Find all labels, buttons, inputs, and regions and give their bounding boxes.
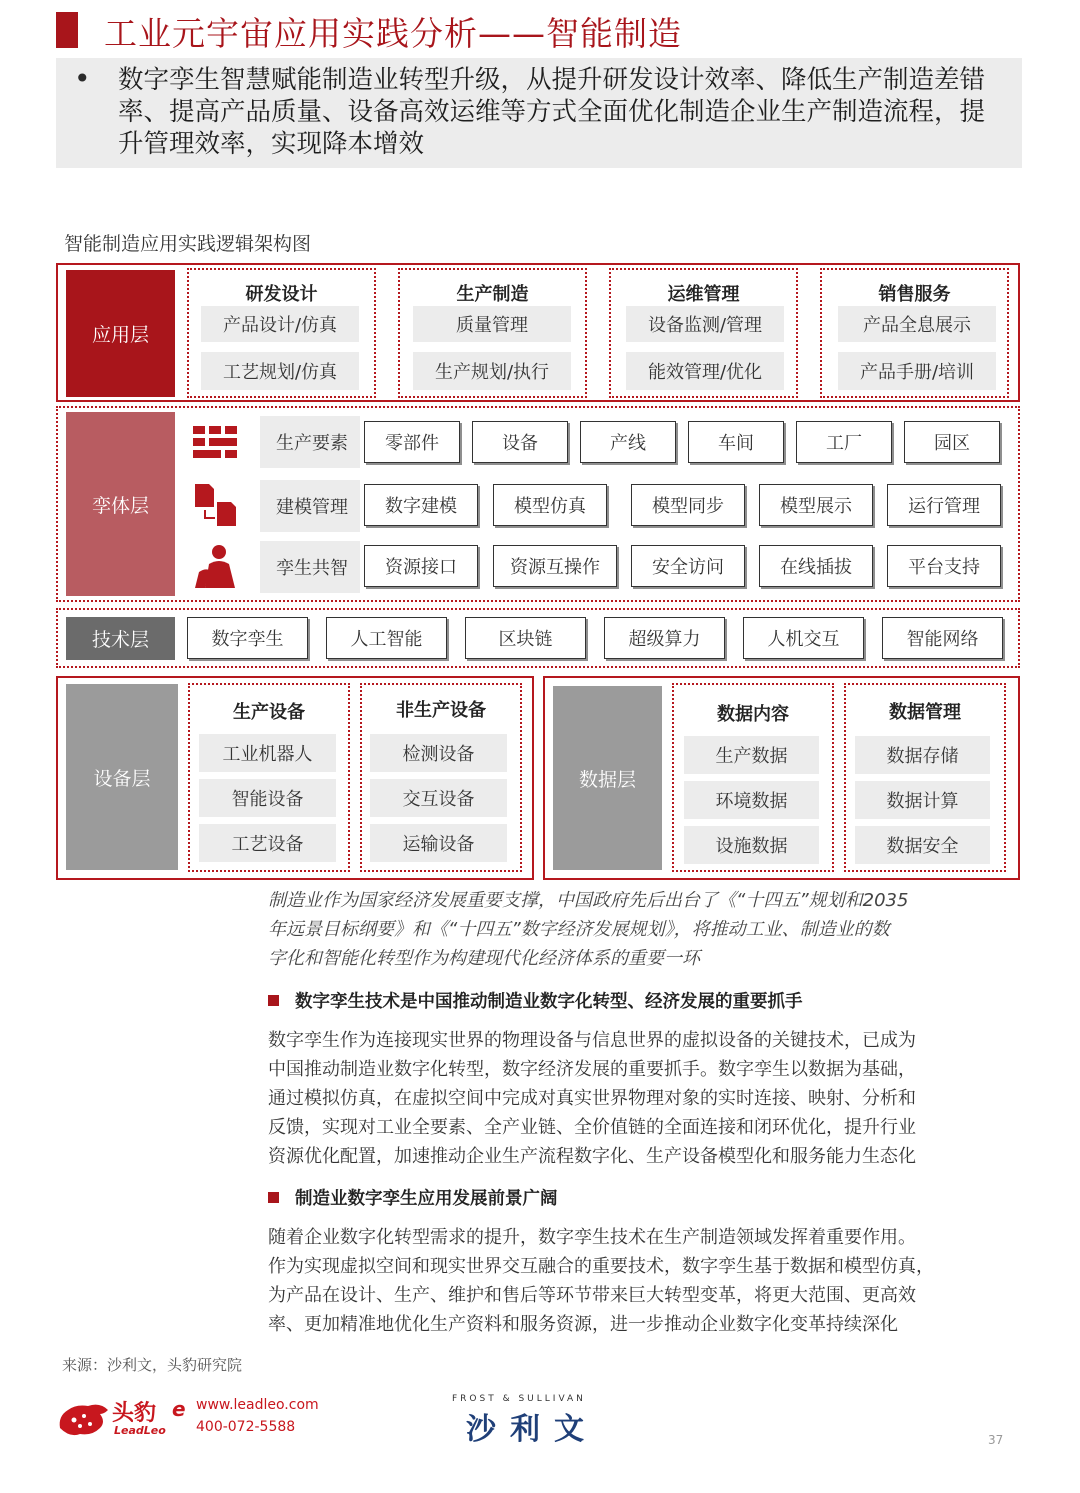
grid-icon [193,426,239,460]
note-line: 字化和智能化转型作为构建现代化经济体系的重要一环 [268,948,700,969]
app-item: 生产规划/执行 [413,352,571,390]
tech-item: 超级算力 [604,617,725,659]
section-heading-text: 制造业数字孪生应用发展前景广阔 [295,1189,558,1209]
twin-row-label: 建模管理 [260,480,360,532]
section-heading-2 [268,1185,558,1210]
square-bullet-icon [268,995,279,1006]
note-line: 制造业作为国家经济发展重要支撑，中国政府先后出台了《“十四五”规划和2035 [268,890,909,911]
documents-icon [193,482,241,528]
data-item: 数据安全 [855,826,990,864]
device-group-head: 生产设备 [233,702,305,723]
twin-item: 在线插拔 [759,545,873,587]
title-accent-bar [56,12,78,48]
frost-sullivan-wordmark: FROST & SULLIVAN [452,1394,586,1404]
twin-item: 资源互操作 [493,545,617,587]
paragraph-line: 为产品在设计、生产、维护和售后等环节带来巨大转型变革，将更大范围、更高效 [268,1285,916,1306]
data-item: 生产数据 [684,736,819,774]
twin-row-label: 生产要素 [260,416,360,468]
device-item: 工艺设备 [199,824,336,862]
paragraph-line: 通过模拟仿真，在虚拟空间中完成对真实世界物理对象的实时连接、映射、分析和 [268,1088,916,1109]
device-layer-label: 设备层 [66,684,178,870]
app-item: 设备监测/管理 [626,306,784,342]
twin-item: 资源接口 [364,545,478,587]
data-item: 环境数据 [684,781,819,819]
twin-item: 模型仿真 [493,484,607,526]
twin-item: 平台支持 [887,545,1001,587]
tech-layer-label: 技术层 [66,617,175,660]
people-icon [193,542,241,590]
app-item: 产品设计/仿真 [201,306,359,342]
app-group-head: 研发设计 [245,284,318,305]
device-item: 智能设备 [199,779,336,817]
app-group-head: 生产制造 [456,284,529,305]
paragraph-line: 资源优化配置，加速推动企业生产流程数字化、生产设备模型化和服务能力生态化 [268,1146,916,1167]
tech-item: 数字孪生 [187,617,308,659]
twin-item: 数字建模 [364,484,478,526]
section-heading-1 [268,988,803,1013]
device-item: 交互设备 [370,779,507,817]
page-number: 37 [988,1433,1004,1447]
paragraph-line: 数字孪生作为连接现实世界的物理设备与信息世界的虚拟设备的关键技术，已成为 [268,1030,916,1051]
data-item: 数据计算 [855,781,990,819]
twin-item: 模型展示 [759,484,873,526]
app-group-head: 销售服务 [878,284,951,305]
data-item: 数据存储 [855,736,990,774]
twin-item: 零部件 [364,421,460,463]
svg-text:e: e [172,1398,186,1420]
twin-item: 运行管理 [887,484,1001,526]
paragraph-line: 随着企业数字化转型需求的提升，数字孪生技术在生产制造领域发挥着重要作用。 [268,1227,916,1248]
tech-item: 智能网络 [882,617,1003,659]
twin-item: 设备 [472,421,568,463]
twin-item: 工厂 [796,421,892,463]
source-note: 来源：沙利文，头豹研究院 [62,1356,243,1374]
application-layer-label: 应用层 [66,270,175,397]
note-line: 年远景目标纲要》和《“十四五”数字经济发展规划》，将推动工业、制造业的数 [268,919,890,940]
twin-item: 产线 [580,421,676,463]
data-group-head: 数据内容 [717,704,789,725]
diagram-title: 智能制造应用实践逻辑架构图 [64,233,312,255]
section-heading-text: 数字孪生技术是中国推动制造业数字化转型、经济发展的重要抓手 [295,992,803,1012]
website-link[interactable]: www.leadleo.com [196,1397,319,1413]
twin-item: 安全访问 [631,545,745,587]
leadleo-brand-cn: 头豹 [112,1401,157,1426]
device-group-head: 非生产设备 [396,700,486,721]
policy-note [268,886,1018,973]
data-item: 设施数据 [684,826,819,864]
square-bullet-icon [268,1192,279,1203]
tech-item: 人机交互 [743,617,864,659]
app-item: 质量管理 [413,306,571,342]
paragraph-line: 反馈，实现对工业全要素、全产业链、全价值链的全面连接和闭环优化，提升行业 [268,1117,916,1138]
app-item: 能效管理/优化 [626,352,784,390]
phone-number: 400-072-5588 [196,1419,296,1435]
device-item: 运输设备 [370,824,507,862]
summary-box [56,58,1022,168]
summary-text: 数字孪生智慧赋能制造业转型升级，从提升研发设计效率、降低生产制造差错率、提高产品质量、设备高效运维等方式全面优化制造企业生产制造流程，提升管理效率，实现降本增效 [118,65,986,159]
app-group-head: 运维管理 [667,284,740,305]
paragraph-line: 率、更加精准地优化生产资料和服务资源，进一步推动企业数字化变革持续深化 [268,1314,898,1335]
data-layer-label: 数据层 [553,686,662,870]
app-item: 工艺规划/仿真 [201,352,359,390]
leadleo-brand-en: LeadLeo [114,1424,166,1437]
leopard-logo-icon [56,1398,112,1440]
e-logo-icon [170,1398,192,1420]
paragraph-line: 中国推动制造业数字化转型，数字经济发展的重要抓手。数字孪生以数据为基础， [268,1059,916,1080]
twin-row-label: 孪生共智 [260,541,360,593]
section-1-paragraph [268,1026,1013,1171]
device-item: 工业机器人 [199,734,336,772]
twin-item: 车间 [688,421,784,463]
twin-layer-label: 孪体层 [66,412,175,596]
frost-sullivan-logo-cn: 沙利文 [466,1412,598,1447]
twin-item: 园区 [904,421,1000,463]
tech-item: 人工智能 [326,617,447,659]
app-item: 产品全息展示 [838,306,996,342]
app-item: 产品手册/培训 [838,352,996,390]
twin-item: 模型同步 [631,484,745,526]
tech-item: 区块链 [465,617,586,659]
page-title: 工业元宇宙应用实践分析——智能制造 [104,14,682,53]
paragraph-line: 作为实现虚拟空间和现实世界交互融合的重要技术，数字孪生基于数据和模型仿真， [268,1256,934,1277]
section-2-paragraph [268,1223,1013,1339]
data-group-head: 数据管理 [889,702,961,723]
device-item: 检测设备 [370,734,507,772]
bullet-dot: • [74,62,91,95]
